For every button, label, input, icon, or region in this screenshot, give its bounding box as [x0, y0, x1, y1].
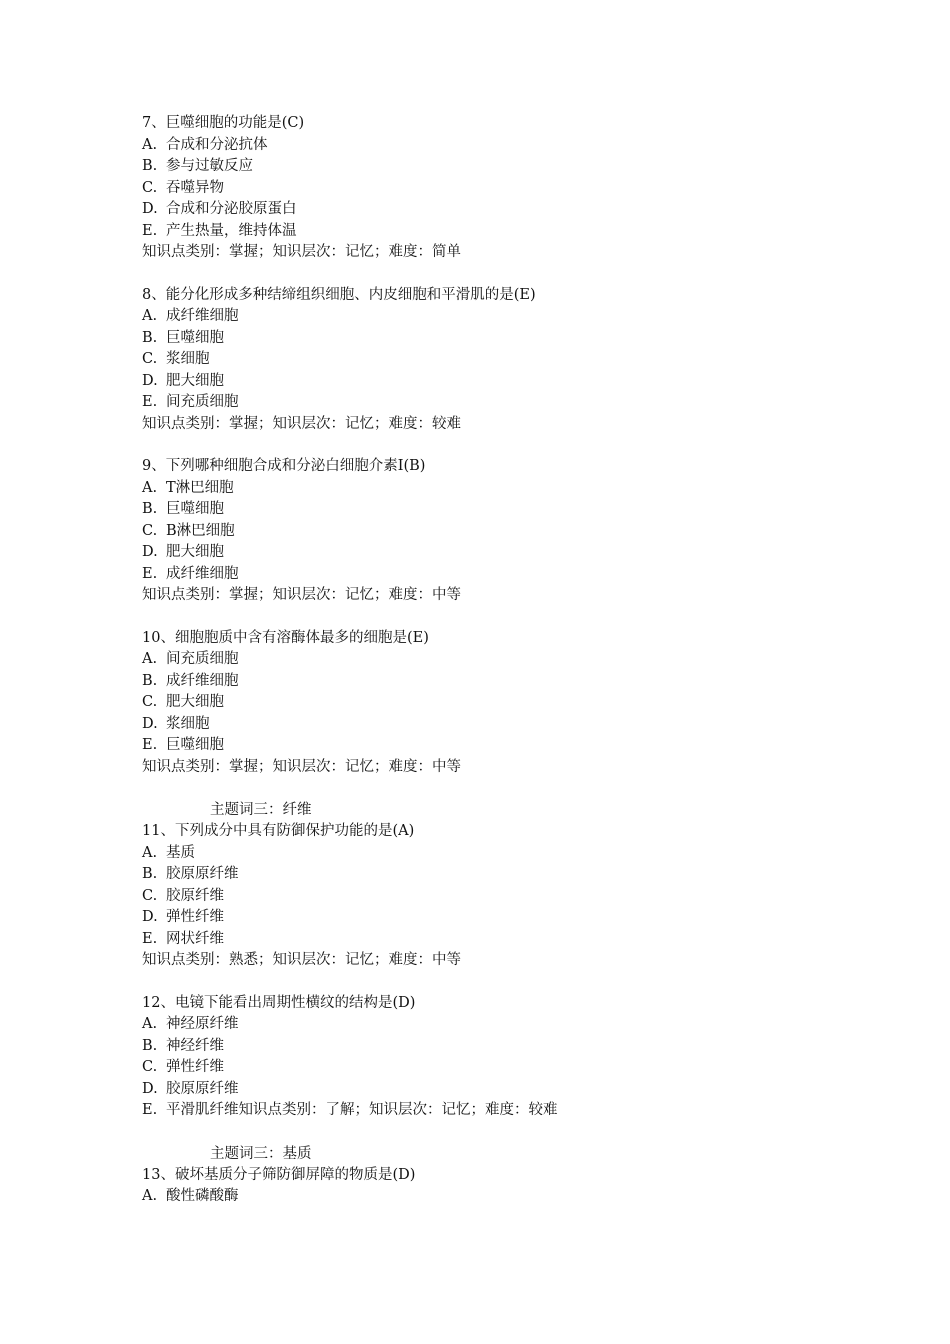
option-a: A. 成纤维细胞: [142, 308, 239, 324]
option-c: C. 肥大细胞: [142, 694, 224, 710]
option-b: B. 巨噬细胞: [142, 329, 224, 346]
question-text: 13、破坏基质分子筛防御屏障的物质是(D): [142, 1166, 416, 1183]
question-block: [142, 285, 902, 436]
knowledge-meta: 知识点类别：熟悉；知识层次：记忆；难度：中等: [142, 952, 461, 968]
option-d: D. 肥大细胞: [142, 544, 224, 560]
question-text: 10、细胞胞质中含有溶酶体最多的细胞是(E): [142, 629, 429, 646]
option-c: C. B淋巴细胞: [142, 522, 235, 539]
option-a: A. 间充质细胞: [142, 651, 239, 667]
option-c: C. 浆细胞: [142, 351, 210, 367]
knowledge-meta: 知识点类别：掌握；知识层次：记忆；难度：较难: [142, 415, 461, 432]
option-e: E. 产生热量，维持体温: [142, 222, 297, 239]
option-e: E. 成纤维细胞: [142, 565, 239, 582]
option-b: B. 成纤维细胞: [142, 672, 239, 689]
question-block: [142, 456, 902, 607]
option-b: B. 神经纤维: [142, 1037, 224, 1054]
knowledge-meta: 知识点类别：掌握；知识层次：记忆；难度：简单: [142, 244, 461, 260]
question-text: 9、下列哪种细胞合成和分泌白细胞介素Ⅰ(B): [142, 458, 426, 474]
knowledge-meta: 知识点类别：掌握；知识层次：记忆；难度：中等: [142, 758, 461, 775]
option-d: D. 胶原原纤维: [142, 1080, 239, 1097]
option-d: D. 弹性纤维: [142, 909, 224, 925]
option-c: C. 弹性纤维: [142, 1059, 224, 1075]
option-e: E. 巨噬细胞: [142, 737, 224, 753]
option-a: A. 酸性磷酸酶: [142, 1188, 239, 1204]
question-block: [142, 628, 902, 779]
option-d: D. 合成和分泌胶原蛋白: [142, 201, 297, 217]
question-block: [142, 1165, 902, 1208]
option-b: B. 参与过敏反应: [142, 158, 253, 174]
option-a: A. T淋巴细胞: [142, 479, 234, 496]
knowledge-meta: 知识点类别：掌握；知识层次：记忆；难度：中等: [142, 587, 461, 603]
question-text: 11、下列成分中具有防御保护功能的是(A): [142, 823, 415, 839]
question-text: 8、能分化形成多种结缔组织细胞、内皮细胞和平滑肌的是(E): [142, 286, 536, 303]
question-text: 12、电镜下能看出周期性横纹的结构是(D): [142, 994, 416, 1011]
option-a: A. 神经原纤维: [142, 1016, 239, 1032]
option-a: A. 基质: [142, 844, 195, 861]
question-block: [142, 993, 902, 1122]
option-a: A. 合成和分泌抗体: [142, 136, 268, 153]
option-d: D. 浆细胞: [142, 715, 210, 732]
option-b: B. 胶原原纤维: [142, 866, 239, 882]
section-heading: 主题词三：纤维: [210, 802, 312, 818]
question-block: [142, 113, 902, 264]
option-c: C. 胶原纤维: [142, 887, 224, 904]
option-b: B. 巨噬细胞: [142, 501, 224, 517]
section-heading: 主题词三：基质: [210, 1145, 312, 1162]
option-e: E. 间充质细胞: [142, 394, 239, 410]
option-e: E. 平滑肌纤维知识点类别：了解；知识层次：记忆；难度：较难: [142, 1102, 558, 1118]
option-e: E. 网状纤维: [142, 930, 224, 947]
question-text: 7、巨噬细胞的功能是(C): [142, 115, 305, 131]
document-page: [142, 113, 902, 1229]
option-c: C. 吞噬异物: [142, 179, 224, 196]
option-d: D. 肥大细胞: [142, 372, 224, 389]
question-block: [142, 821, 902, 972]
